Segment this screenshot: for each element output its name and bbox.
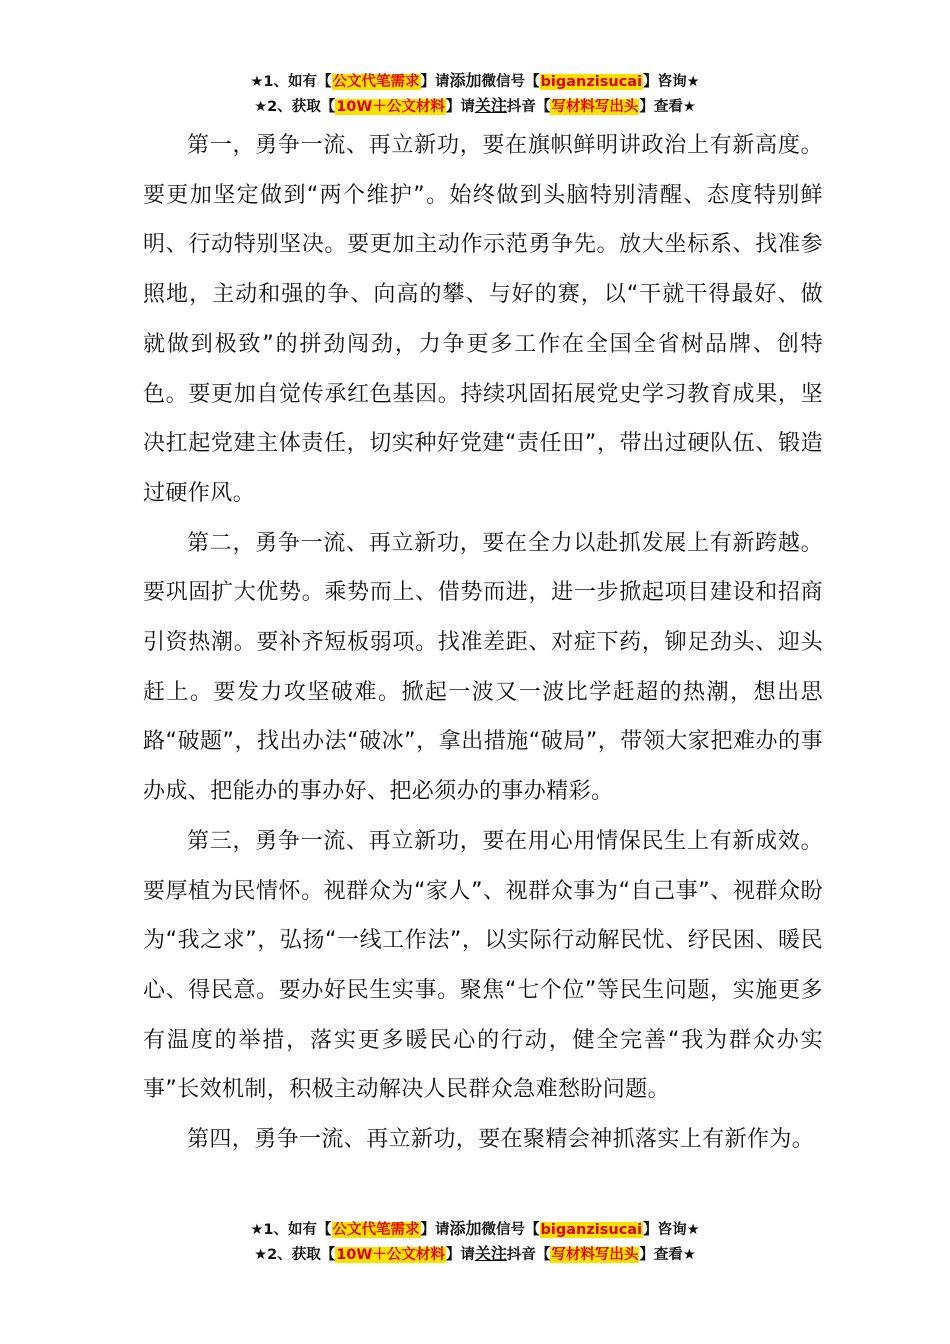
banner-text: ★2、获取【 [254, 1247, 336, 1263]
header-banner [0, 69, 950, 119]
banner-text: 微信号【 [481, 74, 540, 90]
banner-text: 】查看★ [639, 1247, 696, 1263]
banner-text: 】请 [445, 99, 475, 115]
banner-text: ★1、如有【 [250, 74, 332, 90]
banner-text: 】请 [420, 1222, 450, 1238]
banner-text: 】咨询★ [643, 74, 700, 90]
banner-text: 】查看★ [639, 99, 696, 115]
banner-text: 抖音【 [506, 1247, 551, 1263]
banner-text: ★2、获取【 [254, 99, 336, 115]
banner-emphasis: 关注 [474, 96, 507, 115]
banner-line-1 [0, 69, 950, 94]
banner-emphasis: 添加 [449, 1219, 482, 1238]
footer-banner [0, 1217, 950, 1267]
highlight-wechat-id: biganzisucai [540, 1222, 643, 1238]
paragraph-3: 第三，勇争一流、再立新功，要在用心用情保民生上有新成效。要厚植为民情怀。视群众为“家人”、视群众事为“自己事”、视群众盼为“我之求”，弘扬“一线工作法”，以实际行动解民忧、纾民困、暖民心、得民意。要办好民生实事。聚焦“七个位”等民生问题，实施更多有温度的举措，落实更多暖民心的行动，健全完善“我为群众办实事”长效机制，积极主动解决人民群众急难愁盼问题。 [143, 828, 823, 1103]
banner-line-2 [0, 1242, 950, 1267]
highlight-ghostwriting: 公文代笔需求 [332, 1222, 420, 1238]
highlight-ghostwriting: 公文代笔需求 [332, 74, 420, 90]
banner-text: 抖音【 [506, 99, 551, 115]
highlight-materials: 10W＋公文材料 [336, 99, 445, 115]
banner-text: ★1、如有【 [250, 1222, 332, 1238]
banner-emphasis: 关注 [474, 1244, 507, 1263]
highlight-douyin-account: 写材料写出头 [551, 1247, 639, 1263]
highlight-douyin-account: 写材料写出头 [551, 99, 639, 115]
document-body [143, 121, 823, 1165]
paragraph-4: 第四，勇争一流、再立新功，要在聚精会神抓落实上有新作为。 [187, 1127, 815, 1153]
banner-text: 】请 [445, 1247, 475, 1263]
banner-emphasis: 添加 [449, 71, 482, 90]
banner-line-2 [0, 94, 950, 119]
paragraph-2: 第二，勇争一流、再立新功，要在全力以赴抓发展上有新跨越。要巩固扩大优势。乘势而上、借势而进，进一步掀起项目建设和招商引资热潮。要补齐短板弱项。找准差距、对症下药，铆足劲头、迎头赶上。要发力攻坚破难。掀起一波又一波比学赶超的热潮，想出思路“破题”，找出办法“破冰”，拿出措施“破局”，带领大家把难办的事办成、把能办的事办好、把必须办的事办精彩。 [143, 530, 823, 805]
highlight-wechat-id: biganzisucai [540, 74, 643, 90]
paragraph-1: 第一，勇争一流、再立新功，要在旗帜鲜明讲政治上有新高度。要更加坚定做到“两个维护”。始终做到头脑特别清醒、态度特别鲜明、行动特别坚决。要更加主动作示范勇争先。放大坐标系、找准参照地，主动和强的争、向高的攀、与好的赛，以“干就干得最好、做就做到极致”的拼劲闯劲，力争更多工作在全国全省树品牌、创特色。要更加自觉传承红色基因。持续巩固拓展党史学习教育成果，坚决扛起党建主体责任，切实种好党建“责任田”，带出过硬队伍、锻造过硬作风。 [143, 133, 823, 506]
banner-text: 】咨询★ [643, 1222, 700, 1238]
banner-text: 】请 [420, 74, 450, 90]
highlight-materials: 10W＋公文材料 [336, 1247, 445, 1263]
banner-line-1 [0, 1217, 950, 1242]
banner-text: 微信号【 [481, 1222, 540, 1238]
